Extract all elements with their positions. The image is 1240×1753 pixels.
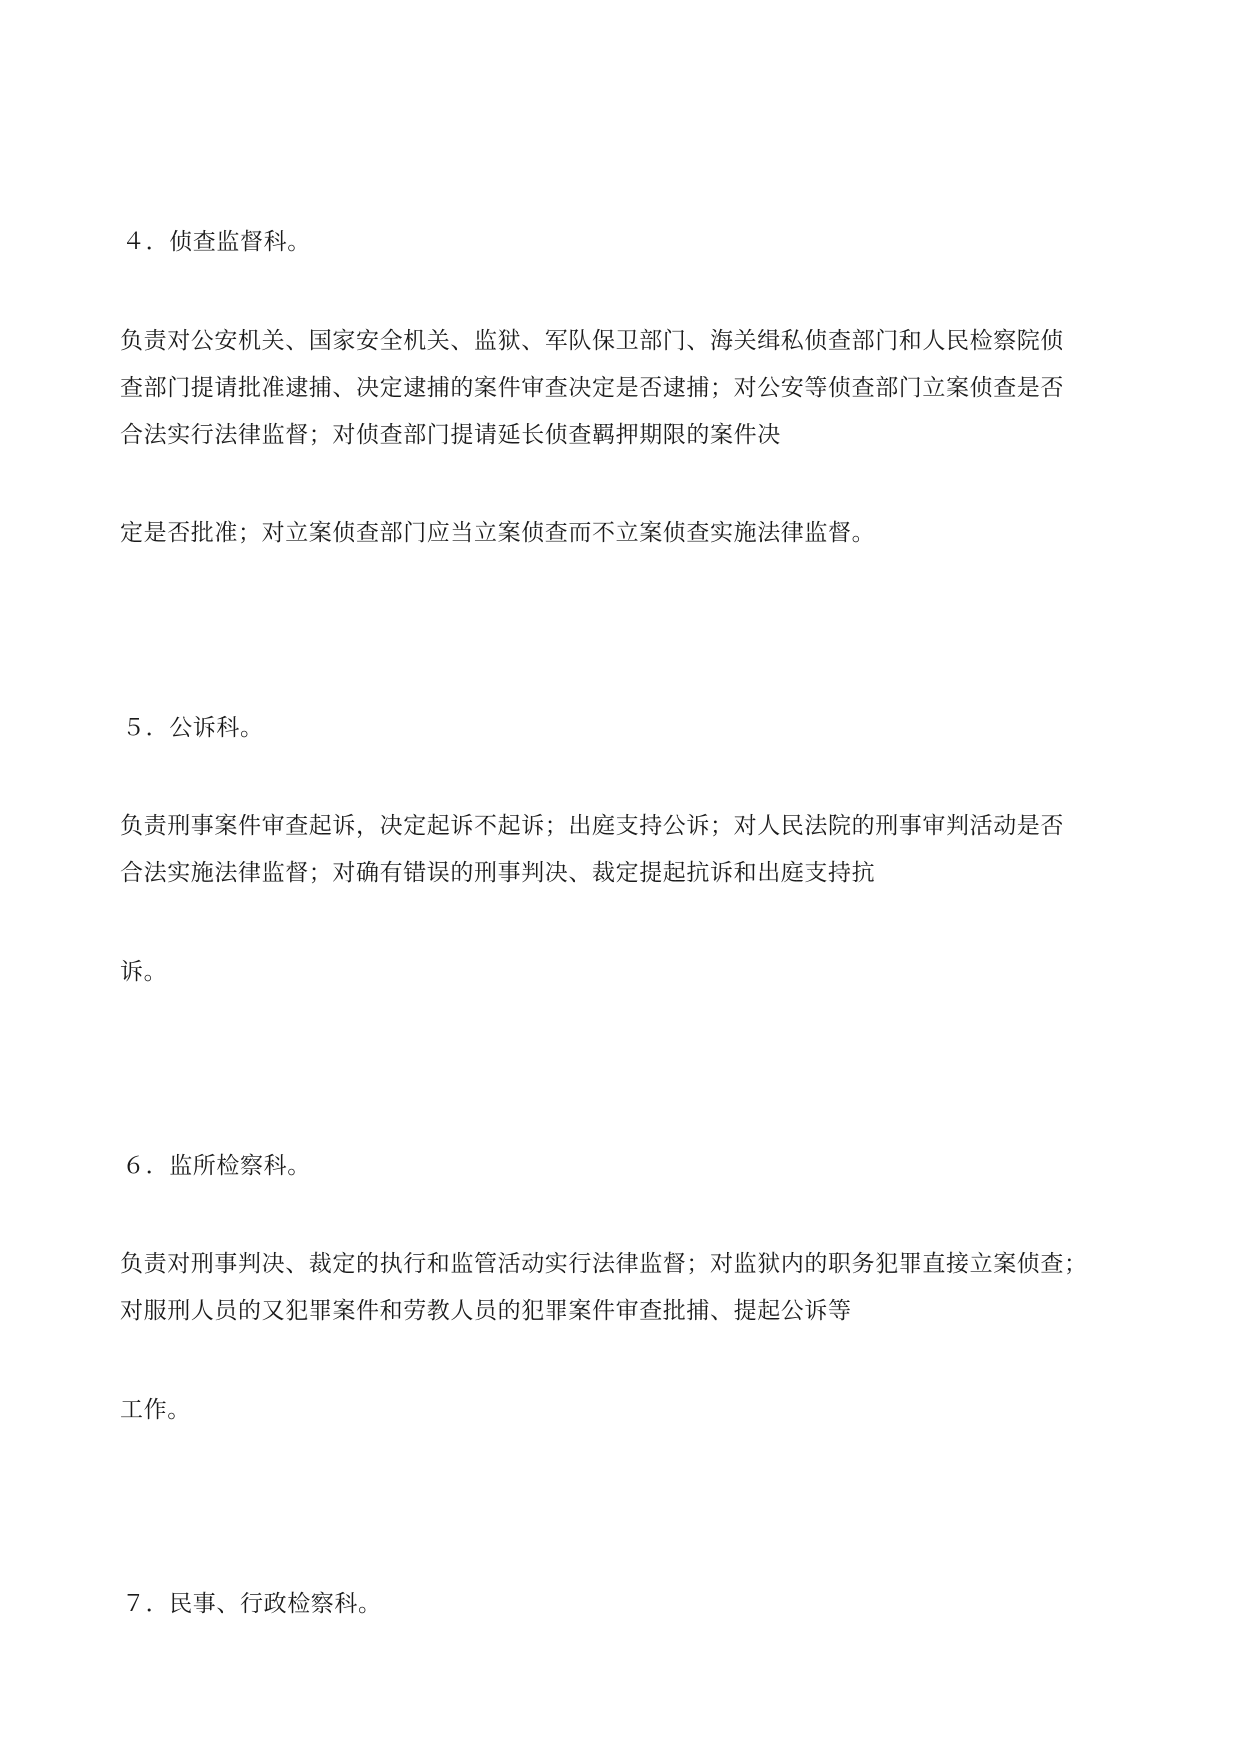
section-6-heading: ６．监所检察科。 <box>122 1153 311 1179</box>
section-5-heading: ５．公诉科。 <box>122 715 264 741</box>
section-6-paragraph-line-2: 对服刑人员的又犯罪案件和劳教人员的犯罪案件审查批捕、提起公诉等 <box>120 1298 852 1324</box>
section-5-paragraph-line-1: 负责刑事案件审查起诉，决定起诉不起诉；出庭支持公诉；对人民法院的刑事审判活动是否 <box>120 813 1064 839</box>
section-4-paragraph-line-3: 合法实行法律监督；对侦查部门提请延长侦查羁押期限的案件决 <box>120 422 781 448</box>
section-4-heading: ４．侦查监督科。 <box>122 229 311 255</box>
section-4-continuation: 定是否批准；对立案侦查部门应当立案侦查而不立案侦查实施法律监督。 <box>120 520 876 546</box>
section-4-paragraph-line-2: 查部门提请批准逮捕、决定逮捕的案件审查决定是否逮捕；对公安等侦查部门立案侦查是否 <box>120 375 1064 401</box>
section-5-continuation: 诉。 <box>120 959 168 985</box>
section-6-continuation: 工作。 <box>120 1397 191 1423</box>
section-6-paragraph-line-1: 负责对刑事判决、裁定的执行和监管活动实行法律监督；对监狱内的职务犯罪直接立案侦查； <box>120 1251 1088 1277</box>
section-5-paragraph-line-2: 合法实施法律监督；对确有错误的刑事判决、裁定提起抗诉和出庭支持抗 <box>120 860 876 886</box>
section-7-heading: ７．民事、行政检察科。 <box>122 1591 382 1617</box>
section-4-paragraph-line-1: 负责对公安机关、国家安全机关、监狱、军队保卫部门、海关缉私侦查部门和人民检察院侦 <box>120 328 1064 354</box>
